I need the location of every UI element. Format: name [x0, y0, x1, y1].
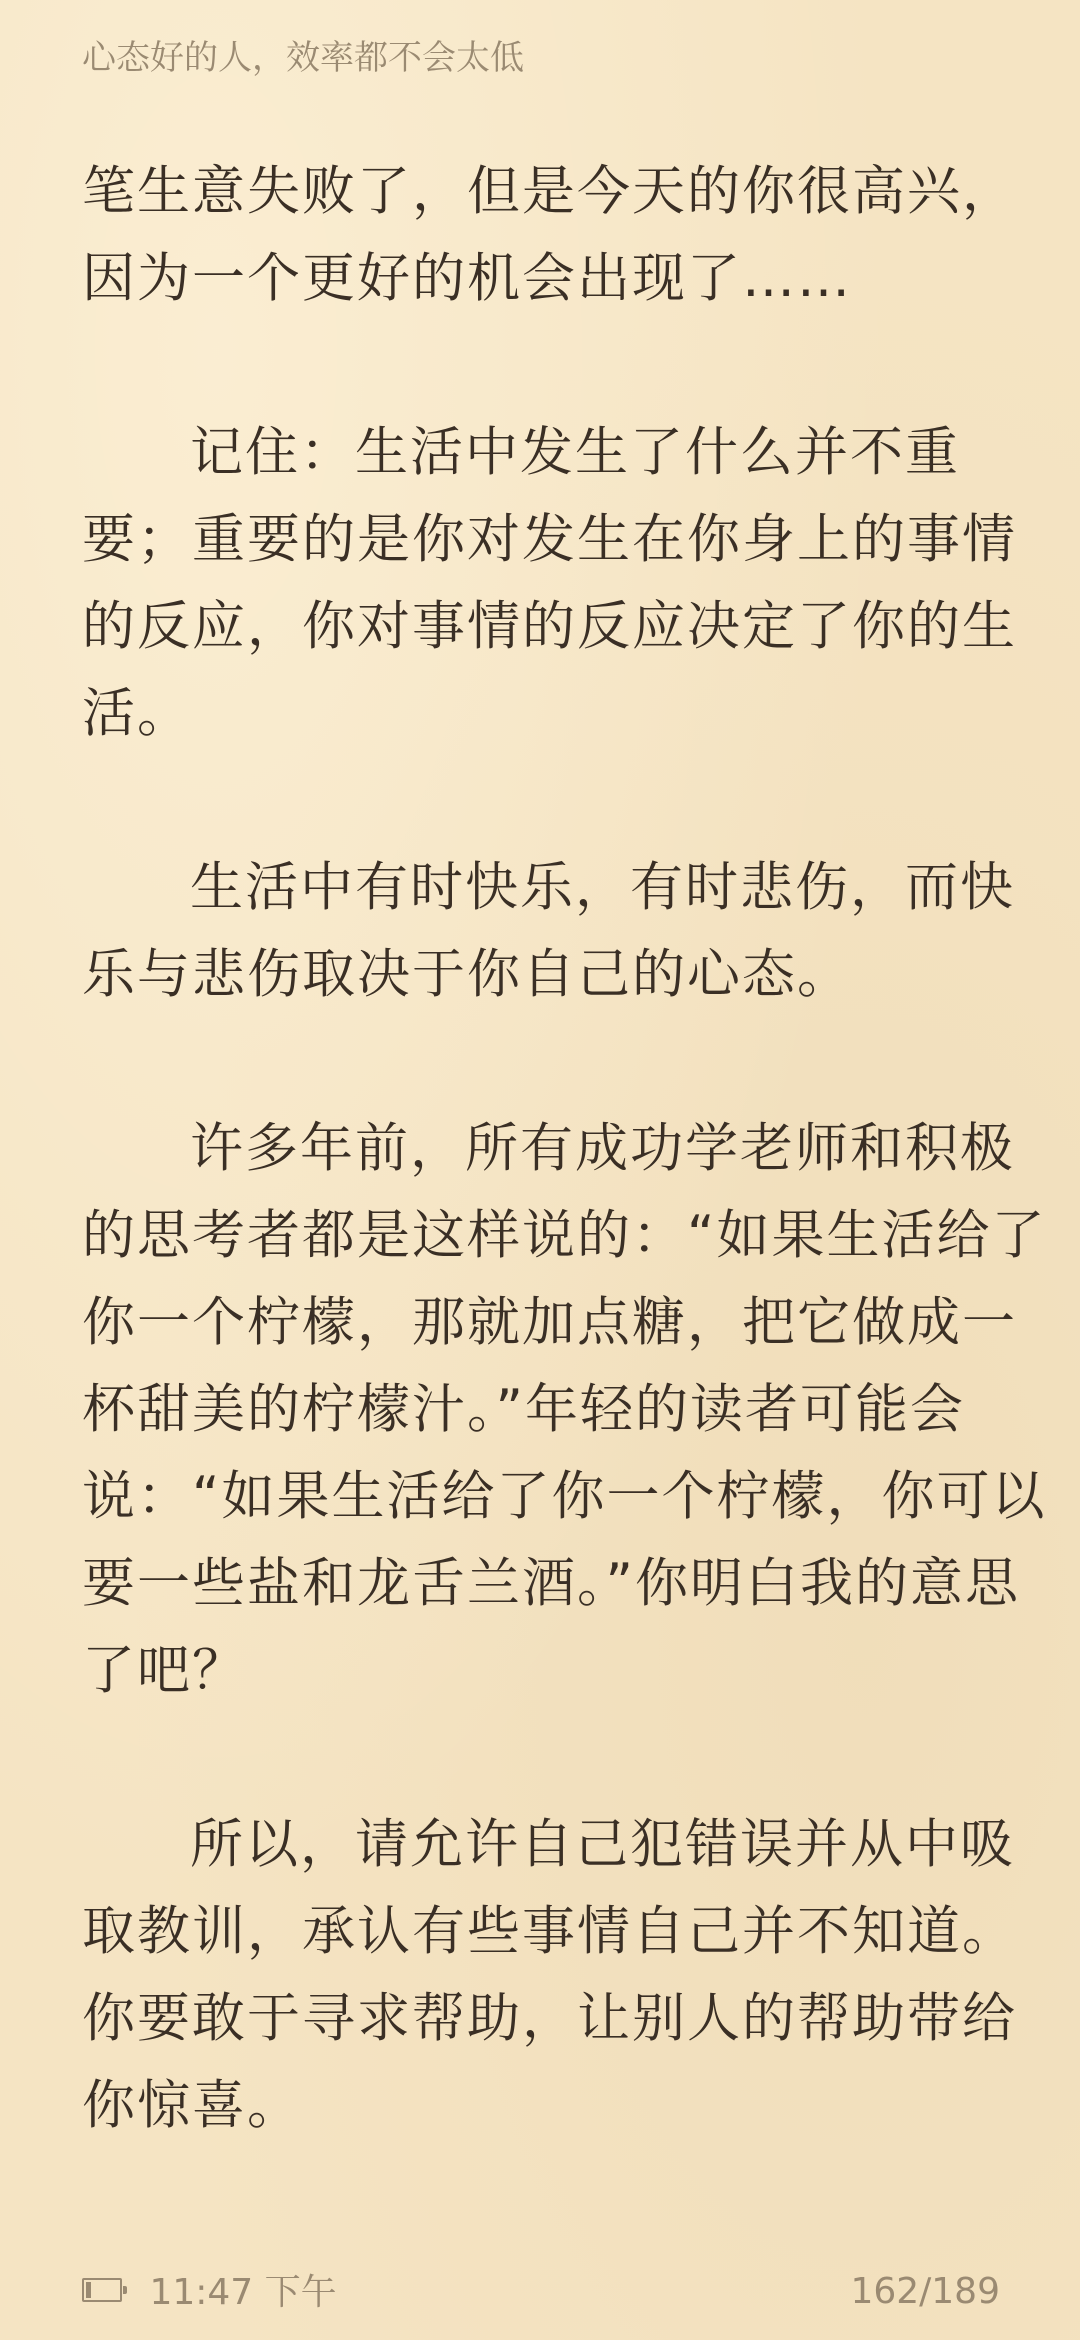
clock-time: 11:47 下午 — [149, 2272, 337, 2313]
text-line: 活。 — [82, 683, 192, 744]
paragraph-gap — [82, 1714, 1002, 1801]
text-line: 要一些盐和龙舌兰酒。”你明白我的意思 — [82, 1553, 1020, 1614]
text-line: 了吧？ — [82, 1640, 247, 1701]
text-line: 你要敢于寻求帮助，让别人的帮助带给 — [82, 1988, 1017, 2049]
text-line: 许多年前，所有成功学老师和积极 — [190, 1118, 1015, 1179]
battery-level-fill — [86, 2282, 91, 2298]
text-line: 你一个柠檬，那就加点糖，把它做成一 — [82, 1292, 1017, 1353]
text-line: 因为一个更好的机会出现了…… — [82, 248, 852, 309]
text-line: 记住：生活中发生了什么并不重 — [190, 422, 960, 483]
reading-content[interactable] — [82, 148, 1047, 2149]
status-footer — [82, 2270, 1000, 2314]
paragraph-gap — [82, 322, 1002, 409]
paragraph-gap — [82, 757, 1002, 844]
text-line: 杯甜美的柠檬汁。”年轻的读者可能会 — [82, 1379, 965, 1440]
text-line: 要；重要的是你对发生在你身上的事情 — [82, 509, 1017, 570]
text-line: 生活中有时快乐，有时悲伤，而快 — [190, 857, 1015, 918]
paragraph-gap — [82, 1018, 1002, 1105]
text-line: 取教训，承认有些事情自己并不知道。 — [82, 1901, 1017, 1962]
text-line: 乐与悲伤取决于你自己的心态。 — [82, 944, 852, 1005]
chapter-title: 心态好的人，效率都不会太低 — [82, 38, 524, 78]
text-line: 笔生意失败了，但是今天的你很高兴， — [82, 161, 1017, 222]
battery-low-icon — [82, 2278, 122, 2302]
text-line: 的反应，你对事情的反应决定了你的生 — [82, 596, 1017, 657]
text-line: 的思考者都是这样说的：“如果生活给了 — [82, 1205, 1047, 1266]
page-indicator: 162/189 — [850, 2271, 1000, 2312]
text-line: 说：“如果生活给了你一个柠檬，你可以 — [82, 1466, 1047, 1527]
text-line: 你惊喜。 — [82, 2075, 302, 2136]
text-line: 所以，请允许自己犯错误并从中吸 — [190, 1814, 1015, 1875]
